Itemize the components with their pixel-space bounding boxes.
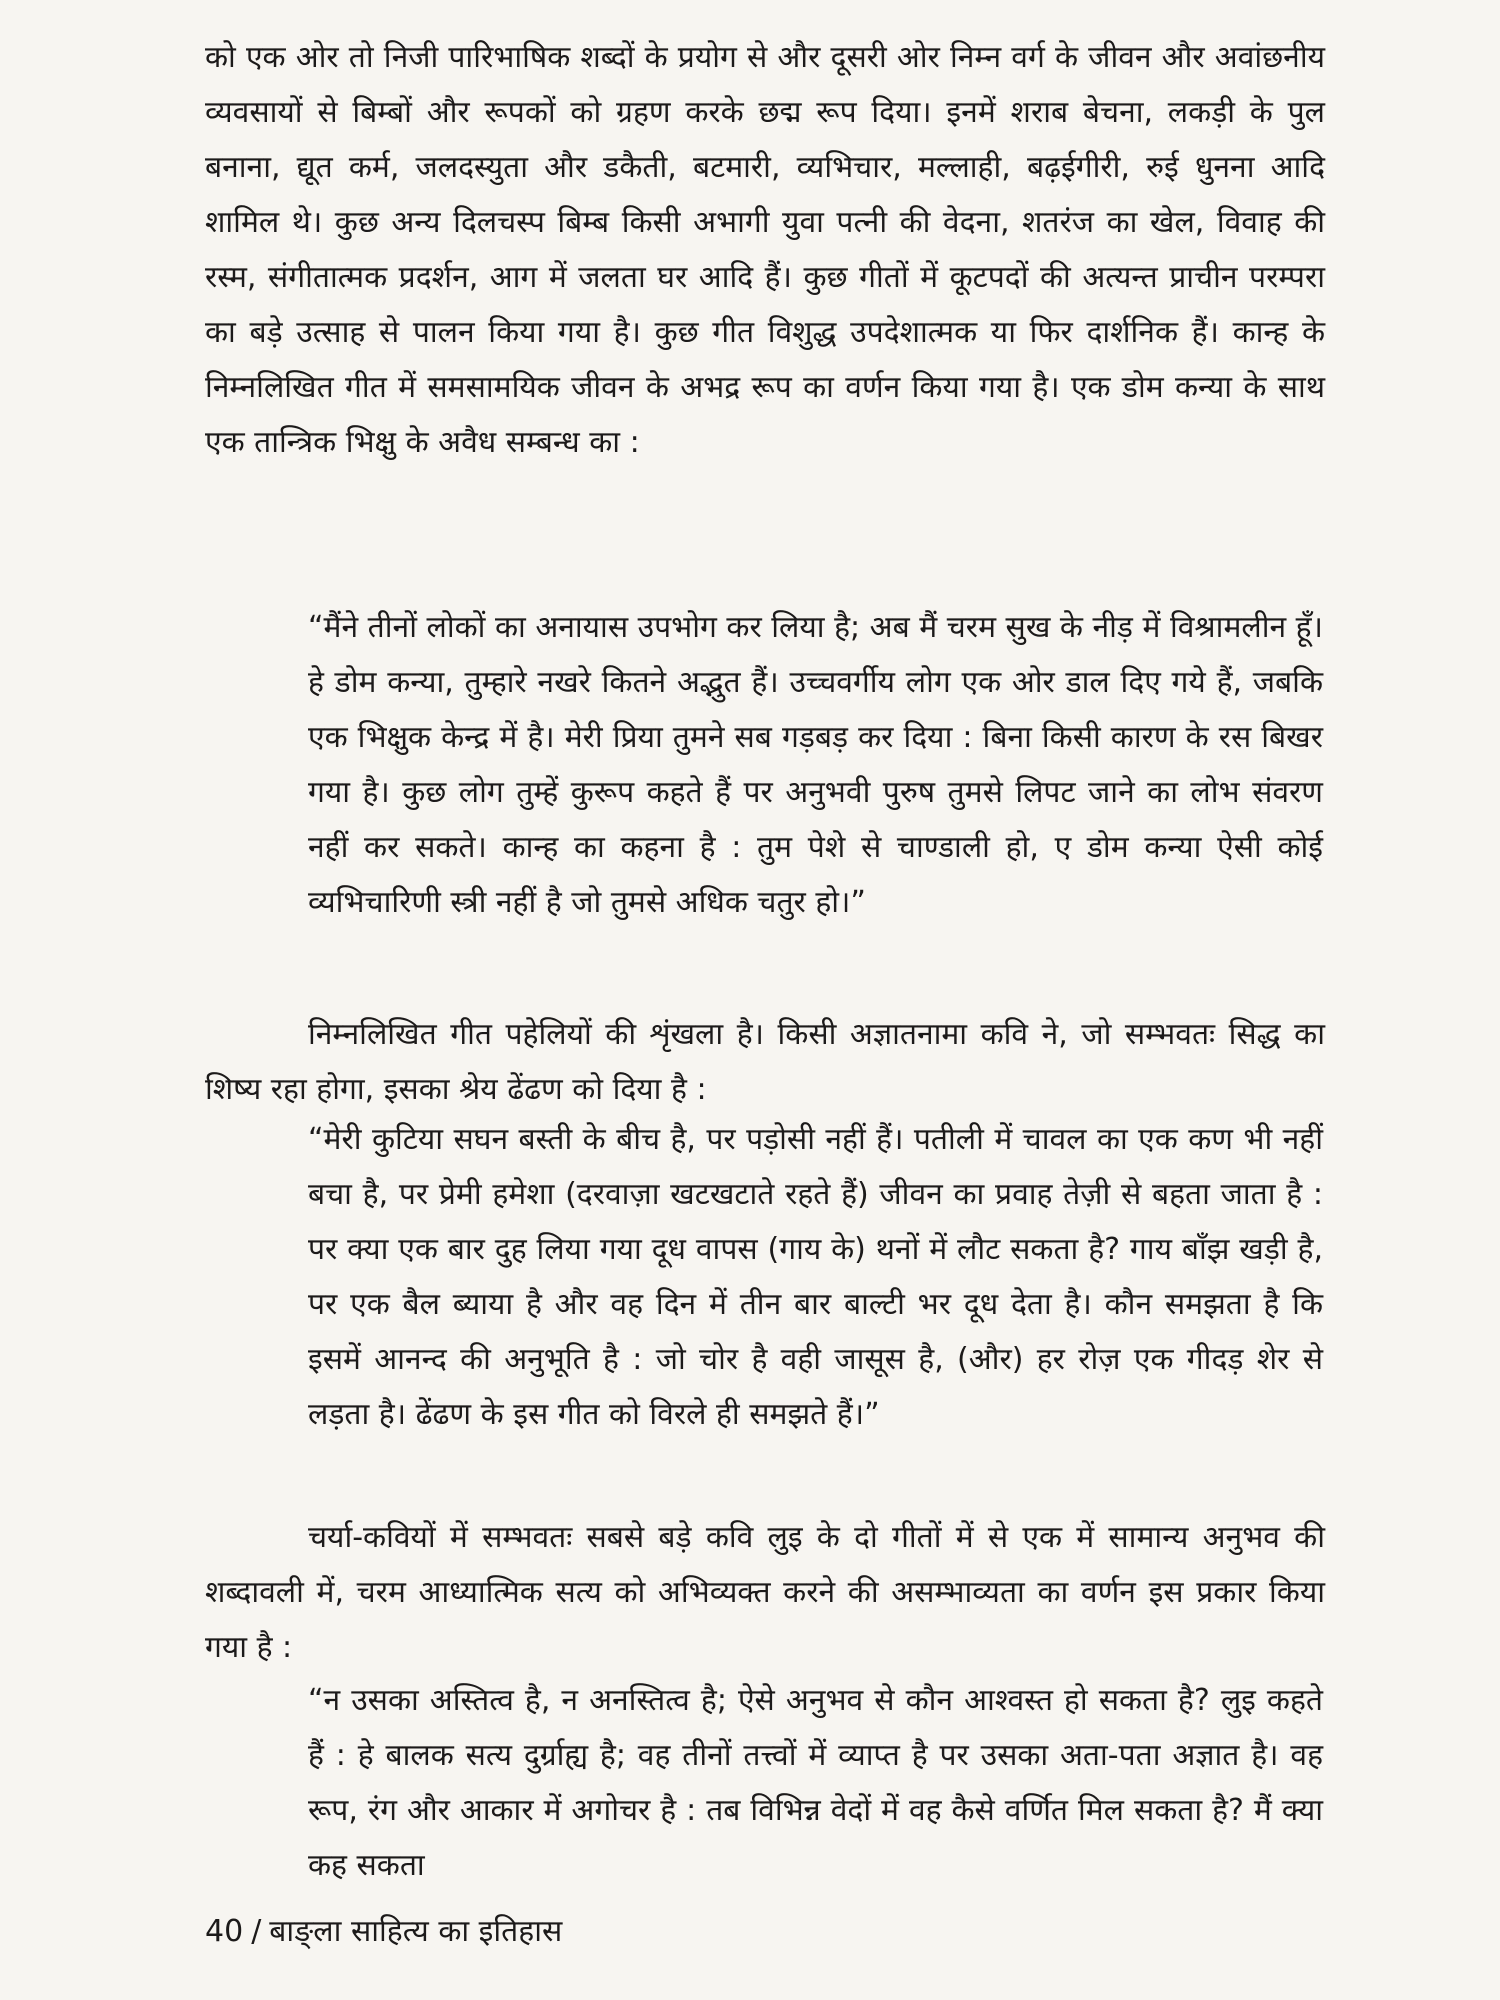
quote-kanha-song: “मैंने तीनों लोकों का अनायास उपभोग कर लिया है; अब मैं चरम सुख के नीड़ में विश्रामलीन हूँ। हे डोम कन्या, तुम्हारे नखरे कितने अद्भुत हैं। उच्चवर्गीय लोग एक ओर डाल दिए गये हैं, जबकि एक भिक्षुक केन्द्र में है। मेरी प्रिया तुमने सब गड़बड़ कर दिया : बिना किसी कारण के रस बिखर गया है। कुछ लोग तुम्हें कुरूप कहते हैं पर अनुभवी पुरुष तुमसे लिपट जाने का लोभ संवरण नहीं कर सकते। कान्ह का कहना है : तुम पेशे से चाण्डाली हो, ए डोम कन्या ऐसी कोई व्यभिचारिणी स्त्री नहीं है जो तुमसे अधिक चतुर हो।” [308, 610, 1323, 920]
quote-dhendhan-song: “मेरी कुटिया सघन बस्ती के बीच है, पर पड़ोसी नहीं हैं। पतीली में चावल का एक कण भी नहीं बचा है, पर प्रेमी हमेशा (दरवाज़ा खटखटाते रहते हैं) जीवन का प्रवाह तेज़ी से बहता जाता है : पर क्या एक बार दुह लिया गया दूध वापस (गाय के) थनों में लौट सकता है? गाय बाँझ खड़ी है, पर एक बैल ब्याया है और वह दिन में तीन बार बाल्टी भर दूध देता है। कौन समझता है कि इसमें आनन्द की अनुभूति है : जो चोर है वही जासूस है, (और) हर रोज़ एक गीदड़ शेर से लड़ता है। ढेंढण के इस गीत को विरले ही समझते हैं।” [308, 1122, 1323, 1432]
page-number: 40 [205, 1914, 244, 1949]
paragraph-intro: को एक ओर तो निजी पारिभाषिक शब्दों के प्रयोग से और दूसरी ओर निम्न वर्ग के जीवन और अवांछनीय व्यवसायों से बिम्बों और रूपकों को ग्रहण करके छद्म रूप दिया। इनमें शराब बेचना, लकड़ी के पुल बनाना, द्यूत कर्म, जलदस्युता और डकैती, बटमारी, व्यभिचार, मल्लाही, बढ़ईगीरी, रुई धुनना आदि शामिल थे। कुछ अन्य दिलचस्प बिम्ब किसी अभागी युवा पत्नी की वेदना, शतरंज का खेल, विवाह की रस्म, संगीतात्मक प्रदर्शन, आग में जलता घर आदि हैं। कुछ गीतों में कूटपदों की अत्यन्त प्राचीन परम्परा का बड़े उत्साह से पालन किया गया है। कुछ गीत विशुद्ध उपदेशात्मक या फिर दार्शनिक हैं। कान्ह के निम्नलिखित गीत में समसामयिक जीवन के अभद्र रूप का वर्णन किया गया है। एक डोम कन्या के साथ एक तान्त्रिक भिक्षु के अवैध सम्बन्ध का : [205, 40, 1325, 460]
book-title: बाङ्ला साहित्य का इतिहास [269, 1914, 563, 1949]
quote-lui-song: “न उसका अस्तित्व है, न अनस्तित्व है; ऐसे अनुभव से कौन आश्वस्त हो सकता है? लुइ कहते हैं : हे बालक सत्य दुर्ग्राह्य है; वह तीनों तत्त्वों में व्याप्त है पर उसका अता-पता अज्ञात है। वह रूप, रंग और आकार में अगोचर है : तब विभिन्न वेदों में वह कैसे वर्णित मिल सकता है? मैं क्या कह सकता [308, 1683, 1323, 1883]
paragraph-riddle-intro: निम्नलिखित गीत पहेलियों की शृंखला है। किसी अज्ञातनामा कवि ने, जो सम्भवतः सिद्ध का शिष्य रहा होगा, इसका श्रेय ढेंढण को दिया है : [205, 1017, 1325, 1107]
paragraph-lui-intro: चर्या-कवियों में सम्भवतः सबसे बड़े कवि लुइ के दो गीतों में से एक में सामान्य अनुभव की शब्दावली में, चरम आध्यात्मिक सत्य को अभिव्यक्त करने की असम्भाव्यता का वर्णन इस प्रकार किया गया है : [205, 1520, 1325, 1665]
page-footer [205, 1912, 562, 1952]
footer-separator: / [251, 1914, 262, 1949]
